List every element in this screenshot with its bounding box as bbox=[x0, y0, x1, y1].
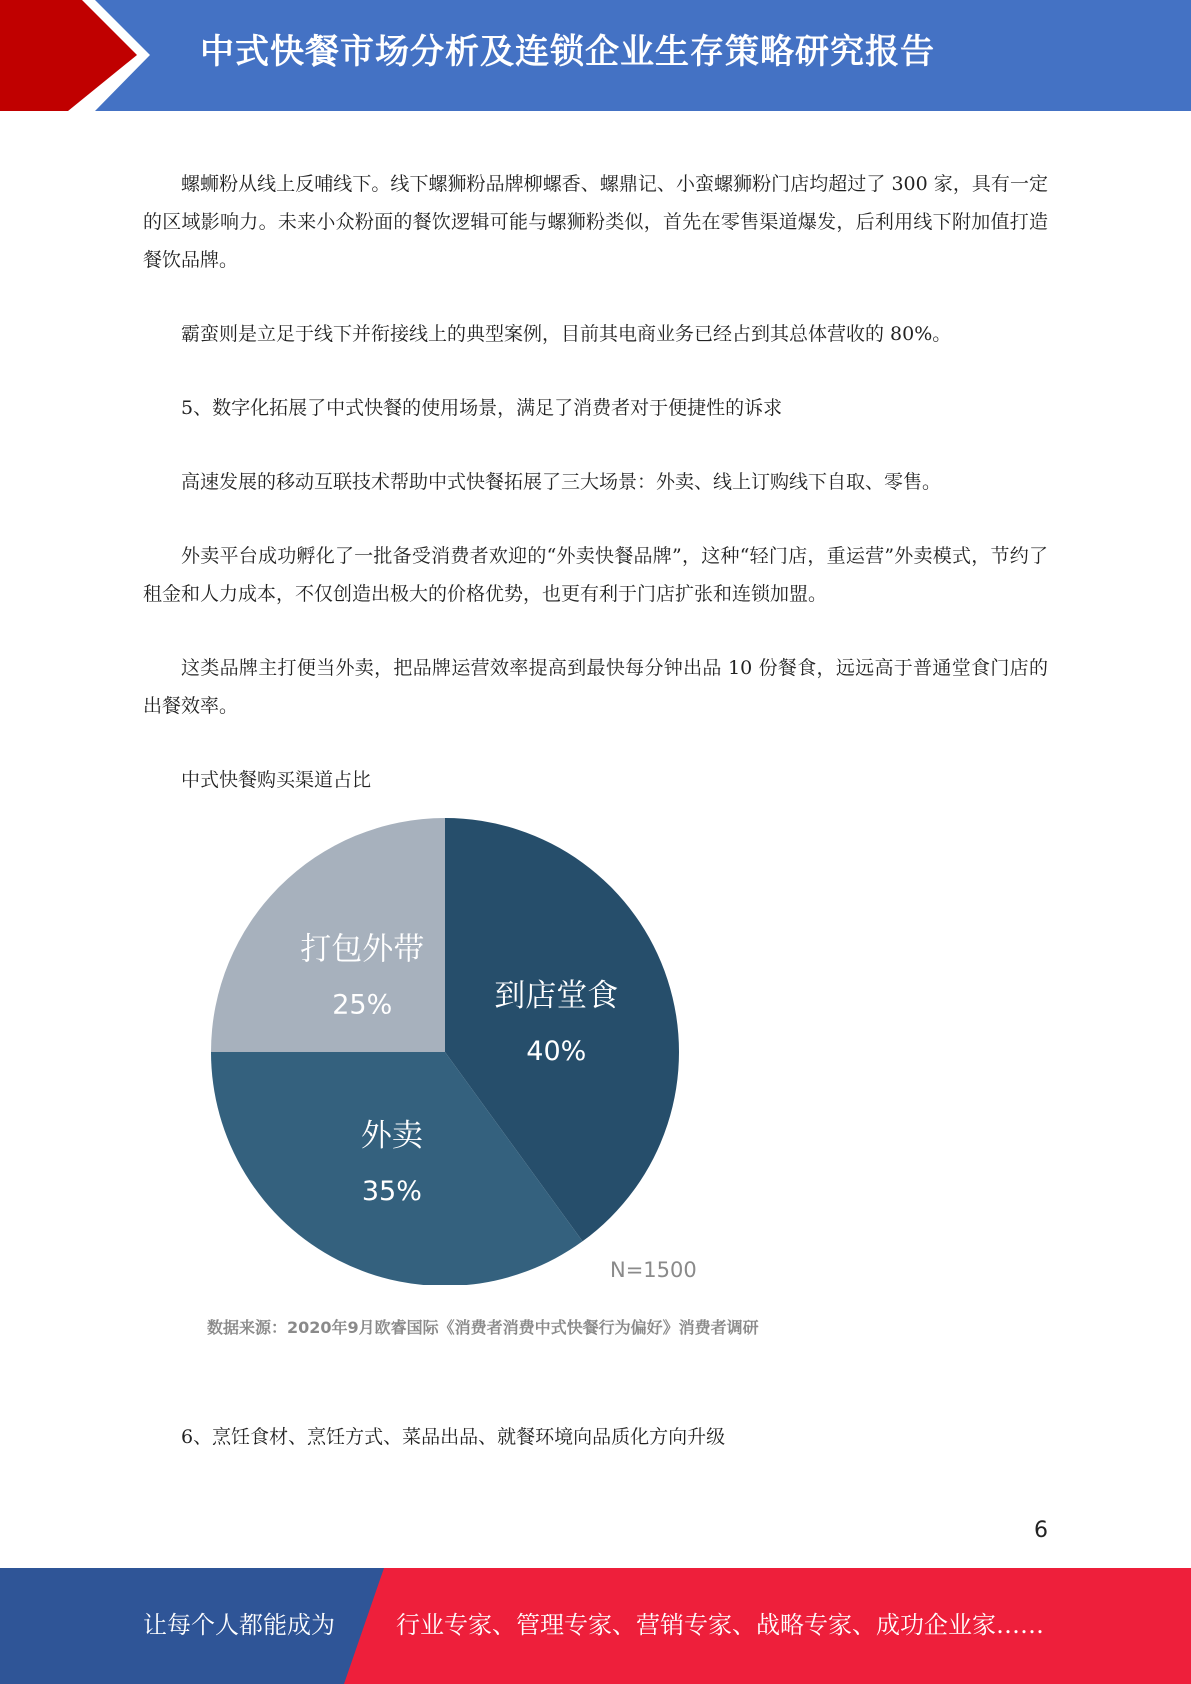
paragraph-2: 霸蛮则是立足于线下并衔接线上的典型案例，目前其电商业务已经占到其总体营收的 80%。 bbox=[181, 323, 952, 345]
pie-value-dine-in: 40% bbox=[526, 1035, 587, 1067]
paragraph-1: 螺蛳粉从线上反哺线下。线下螺狮粉品牌柳螺香、螺鼎记、小蛮螺狮粉门店均超过了 300 家，具有一定的区域影响力。未来小众粉面的餐饮逻辑可能与螺狮粉类似，首先在零售渠道爆发，后利用线下附加值打造餐饮品牌。 bbox=[143, 173, 1048, 271]
page-content bbox=[143, 165, 1048, 799]
sample-size-note: N=1500 bbox=[610, 1258, 697, 1282]
pie-chart-svg bbox=[205, 815, 805, 1285]
page-header bbox=[0, 0, 1191, 111]
report-title: 中式快餐市场分析及连锁企业生存策略研究报告 bbox=[200, 32, 935, 72]
section-heading-5: 5、数字化拓展了中式快餐的使用场景，满足了消费者对于便捷性的诉求 bbox=[181, 397, 783, 419]
footer-slogan-right: 行业专家、管理专家、营销专家、战略专家、成功企业家…… bbox=[396, 1611, 1044, 1639]
footer-slogan-left: 让每个人都能成为 bbox=[143, 1611, 335, 1639]
paragraph-5: 这类品牌主打便当外卖，把品牌运营效率提高到最快每分钟出品 10 份餐食，远远高于普通堂食门店的出餐效率。 bbox=[143, 657, 1048, 717]
pie-value-delivery: 35% bbox=[361, 1176, 422, 1208]
pie-label-takeaway: 打包外带 bbox=[300, 931, 425, 968]
chart-caption: 中式快餐购买渠道占比 bbox=[181, 769, 372, 791]
page-footer bbox=[0, 1568, 1191, 1684]
pie-label-dine-in: 到店堂食 bbox=[494, 977, 619, 1014]
pie-value-takeaway: 25% bbox=[332, 989, 393, 1021]
paragraph-3: 高速发展的移动互联技术帮助中式快餐拓展了三大场景：外卖、线上订购线下自取、零售。 bbox=[181, 471, 942, 493]
pie-chart bbox=[205, 815, 805, 1285]
data-source-note: 数据来源：2020年9月欧睿国际《消费者消费中式快餐行为偏好》消费者调研 bbox=[207, 1318, 759, 1337]
section-heading-6: 6、烹饪食材、烹饪方式、菜品出品、就餐环境向品质化方向升级 bbox=[181, 1426, 726, 1448]
page-number: 6 bbox=[1034, 1518, 1048, 1543]
paragraph-4: 外卖平台成功孵化了一批备受消费者欢迎的“外卖快餐品牌”，这种“轻门店，重运营”外卖模式，节约了租金和人力成本，不仅创造出极大的价格优势，也更有利于门店扩张和连锁加盟。 bbox=[143, 545, 1048, 605]
pie-label-delivery: 外卖 bbox=[360, 1118, 423, 1155]
